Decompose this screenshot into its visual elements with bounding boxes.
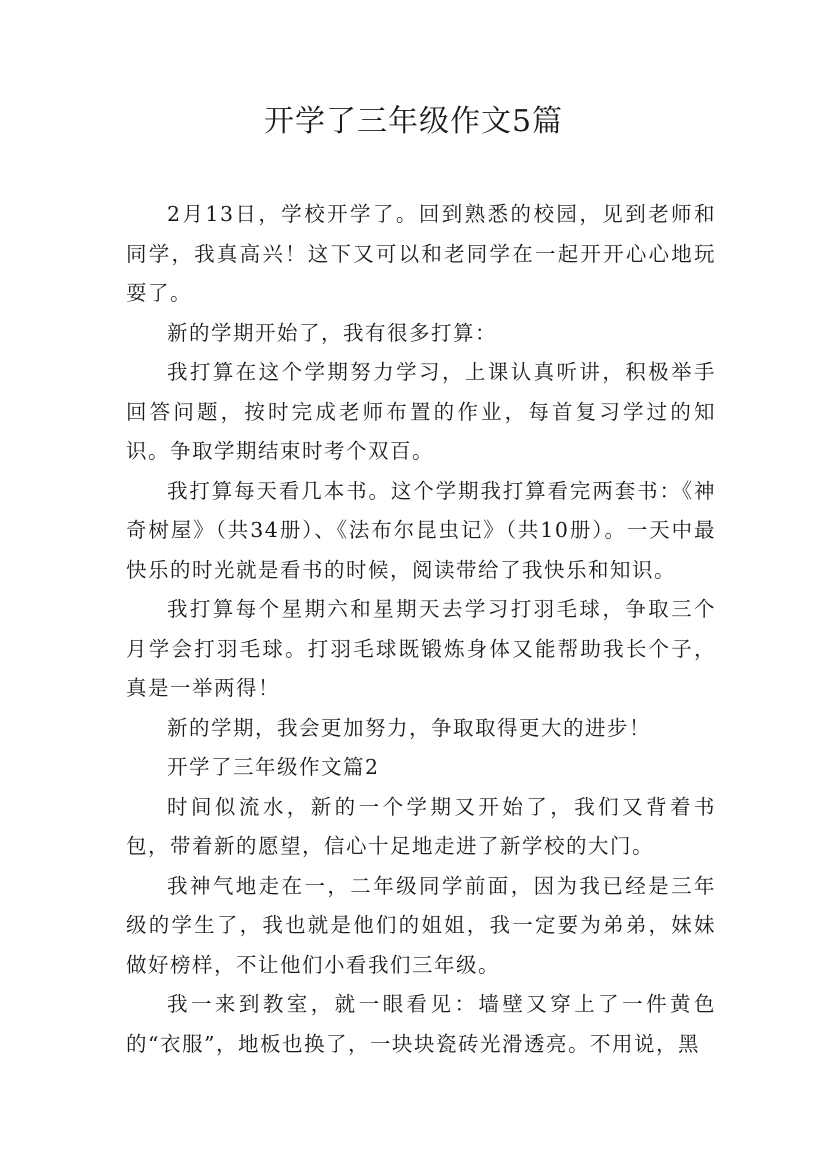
paragraph-2: 新的学期开始了，我有很多打算： xyxy=(167,320,497,345)
document-body xyxy=(126,195,716,1064)
section-heading-2: 开学了三年级作文篇2 xyxy=(167,755,380,779)
document-title: 开学了三年级作文5篇 xyxy=(263,104,564,139)
paragraph-3: 我打算在这个学期努力学习，上课认真听讲，积极举手回答问题，按时完成老师布置的作业，每首复习学过的知识。争取学期结束时考个双百。 xyxy=(126,360,716,463)
paragraph-6: 新的学期，我会更加努力，争取取得更大的进步！ xyxy=(167,715,651,740)
paragraph-8: 我神气地走在一，二年级同学前面，因为我已经是三年级的学生了，我也就是他们的姐姐，我一定要为弟弟，妹妹做好榜样，不让他们小看我们三年级。 xyxy=(126,873,716,977)
paragraph-5: 我打算每个星期六和星期天去学习打羽毛球，争取三个月学会打羽毛球。打羽毛球既锻炼身体又能帮助我长个子，真是一举两得！ xyxy=(126,597,716,700)
paragraph-9: 我一来到教室，就一眼看见：墙壁又穿上了一件黄色的“衣服”，地板也换了，一块块瓷砖光滑透亮。不用说，黑 xyxy=(126,992,716,1056)
paragraph-1: 2月13日，学校开学了。回到熟悉的校园，见到老师和同学，我真高兴！这下又可以和老同学在一起开开心心地玩耍了。 xyxy=(126,202,716,305)
paragraph-4: 我打算每天看几本书。这个学期我打算看完两套书：《神奇树屋》（共34册）、《法布尔昆虫记》（共10册）。一天中最快乐的时光就是看书的时候，阅读带给了我快乐和知识。 xyxy=(126,478,716,582)
paragraph-7: 时间似流水，新的一个学期又开始了，我们又背着书包，带着新的愿望，信心十足地走进了新学校的大门。 xyxy=(126,794,716,858)
